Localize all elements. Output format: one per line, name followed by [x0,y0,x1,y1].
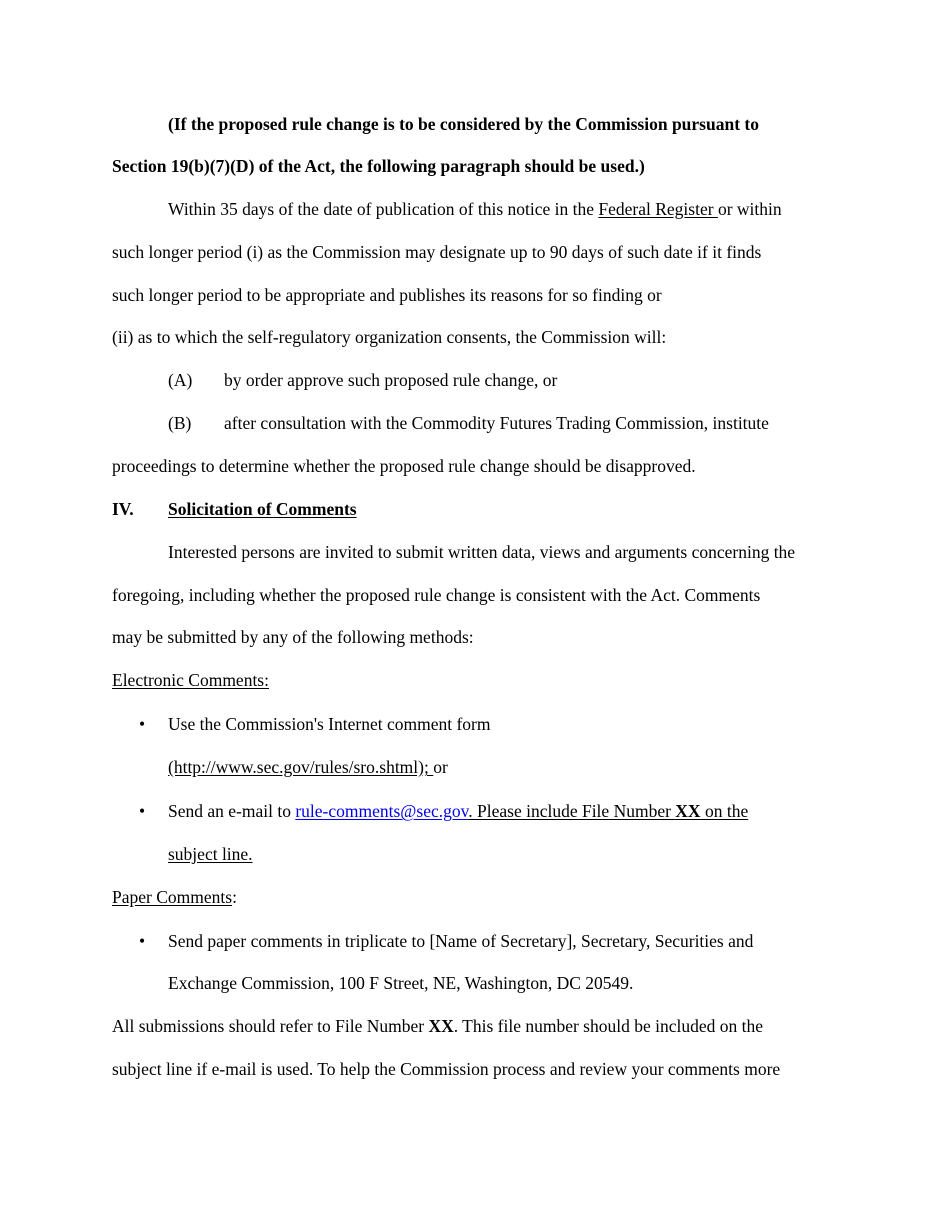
section-line-2: foregoing, including whether the proposed rule change is consistent with the Act. Comments [112,585,761,605]
paper-comments-heading: Paper Comments [112,887,233,907]
paper-comments-colon: : [232,887,237,907]
closing-post: . This file number should be included on the [453,1016,763,1036]
para1-line-2: such longer period (i) as the Commission may designate up to 90 days of such date if it finds [112,242,762,262]
item-b-text: after consultation with the Commodity Futures Trading Commission, institute [224,413,769,433]
electronic-item1-line-1: Use the Commission's Internet comment form [168,714,491,734]
section-number: IV. [112,499,134,519]
federal-register-text: Federal Register [598,199,718,219]
closing-line-2: subject line if e-mail is used. To help the Commission process and review your comments more [112,1059,781,1079]
electronic-item2-pre: Send an e-mail to [168,801,296,821]
file-number-xx: XX [675,801,701,821]
bullet-icon: • [139,931,146,951]
item-a-label: (A) [168,370,193,390]
closing-line-1 [112,1018,763,1036]
para1-post: or within [717,199,782,219]
electronic-item2-line-1 [168,803,748,821]
electronic-comments-heading: Electronic Comments: [112,670,269,690]
electronic-item1-or: or [433,757,448,777]
electronic-item2-mid: . Please include File Number [468,801,676,821]
para1-line-3: such longer period to be appropriate and publishes its reasons for so finding or [112,285,662,305]
comment-form-url[interactable]: (http://www.sec.gov/rules/sro.shtml); [168,757,434,777]
section-title: Solicitation of Comments [168,499,357,519]
item-a-text: by order approve such proposed rule change, or [224,370,558,390]
paper-comments-heading-line [112,889,237,907]
notice-line-2: Section 19(b)(7)(D) of the Act, the following paragraph should be used.) [112,156,645,176]
electronic-item1-line-2 [168,759,448,777]
electronic-item2-post: on the [700,801,749,821]
paper-item1-line-1: Send paper comments in triplicate to [Name of Secretary], Secretary, Securities and [168,931,754,951]
section-line-1: Interested persons are invited to submit written data, views and arguments concerning the [168,542,796,562]
closing-file-number-xx: XX [428,1016,454,1036]
bullet-icon: • [139,801,146,821]
electronic-item2-line-2: subject line. [168,844,253,864]
bullet-icon: • [139,714,146,734]
item-b-line-2: proceedings to determine whether the proposed rule change should be disapproved. [112,456,696,476]
para1-line-4: (ii) as to which the self-regulatory organization consents, the Commission will: [112,327,667,347]
section-line-3: may be submitted by any of the following methods: [112,627,474,647]
notice-line-1: (If the proposed rule change is to be considered by the Commission pursuant to [168,114,759,134]
item-b-label: (B) [168,413,192,433]
paper-item1-line-2: Exchange Commission, 100 F Street, NE, Washington, DC 20549. [168,973,634,993]
para1-line-1 [168,201,782,219]
para1-pre: Within 35 days of the date of publication of this notice in the [168,199,599,219]
closing-pre: All submissions should refer to File Number [112,1016,429,1036]
email-link[interactable]: rule-comments@sec.gov [295,801,469,821]
